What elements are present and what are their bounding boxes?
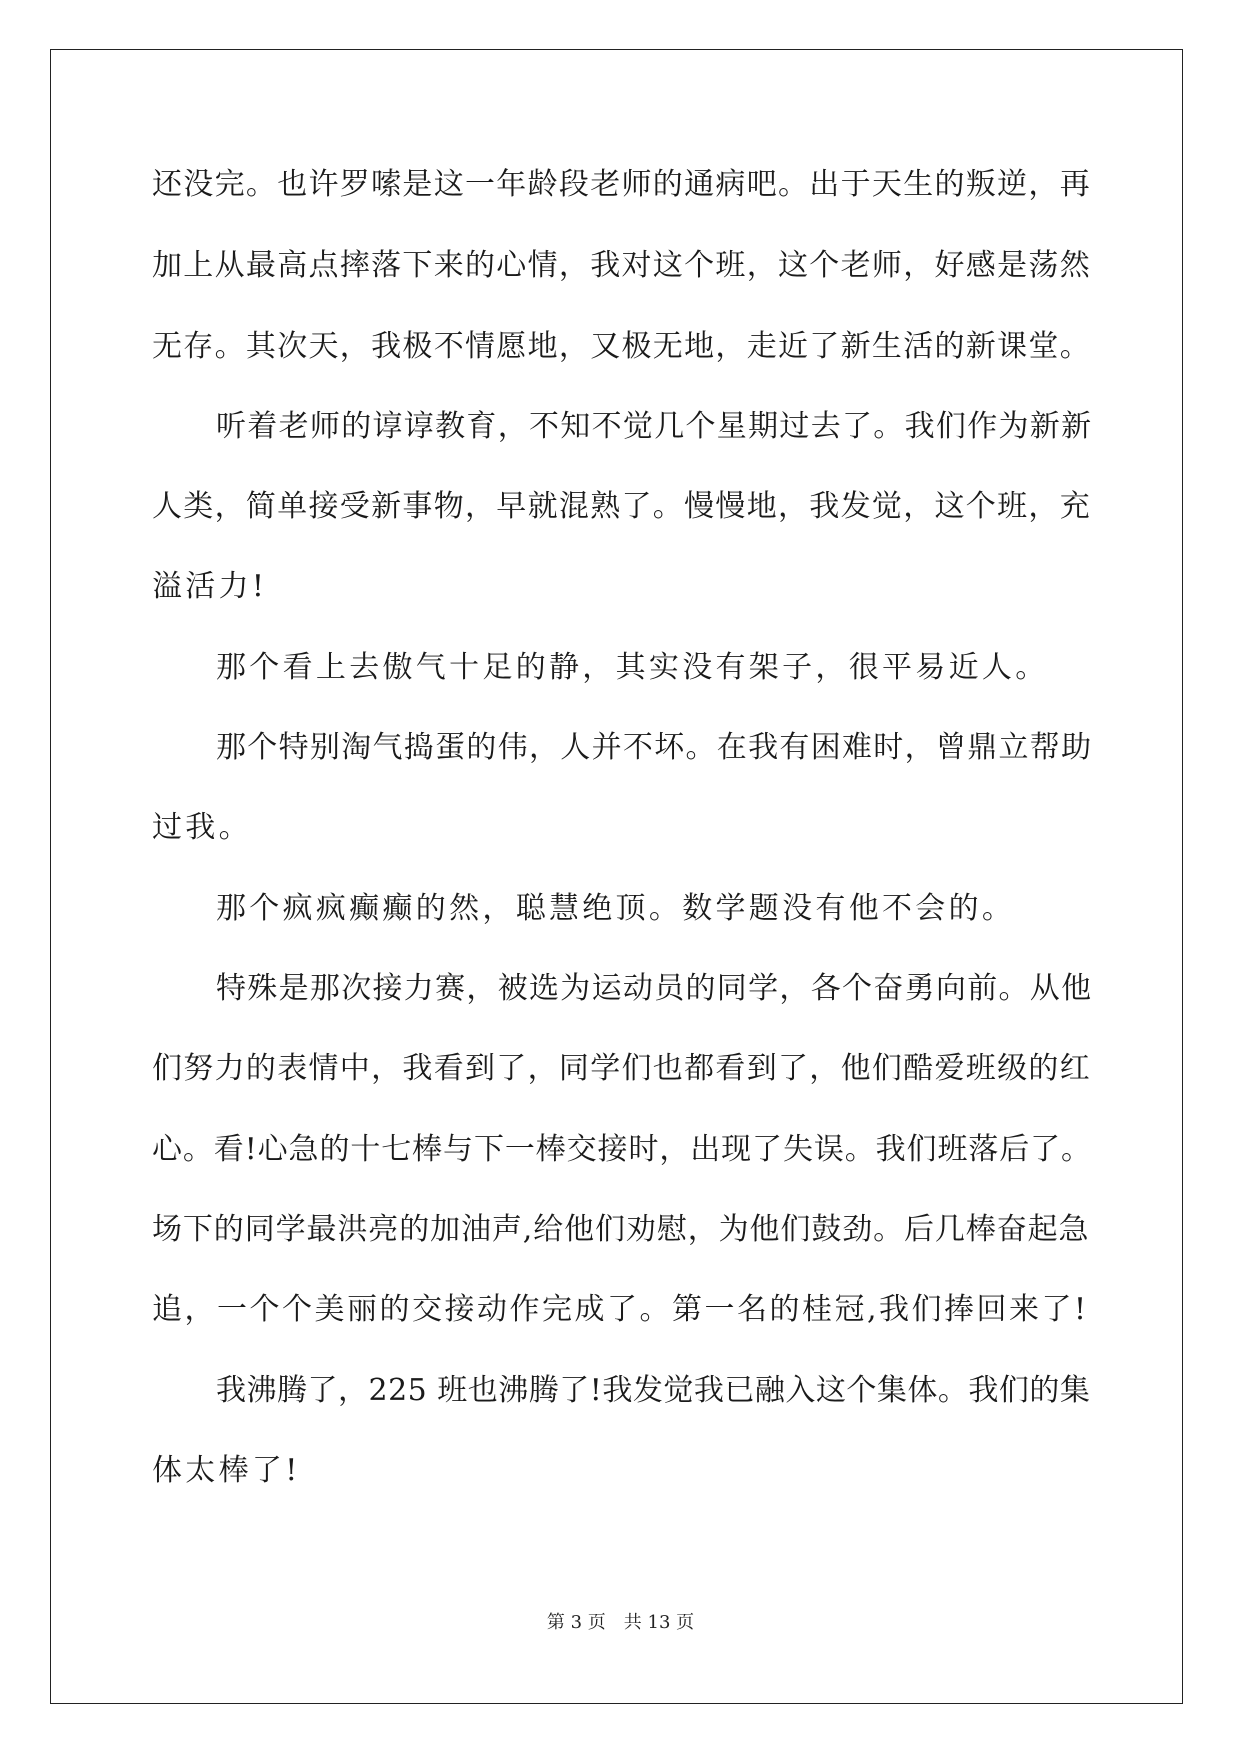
paragraph-start-line: 那个疯疯癫癫的然，聪慧绝顶。数学题没有他不会的。 (216, 891, 1016, 926)
paragraph-start-line: 听着老师的谆谆教育，不知不觉几个星期过去了。我们作为新新 (216, 409, 1093, 444)
text-line: 还没完。也许罗嗦是这一年龄段老师的通病吧。出于天生的叛逆，再 (152, 167, 1091, 202)
paragraph-start-line: 那个特别淘气捣蛋的伟，人并不坏。在我有困难时，曾鼎立帮助 (216, 730, 1093, 765)
text-line: 追，一个个美丽的交接动作完成了。第一名的桂冠,我们捧回来了! (152, 1292, 1089, 1327)
text-line: 过我。 (152, 810, 252, 845)
paragraph-start-line: 那个看上去傲气十足的静，其实没有架子，很平易近人。 (216, 650, 1049, 685)
text-line: 溢活力! (152, 569, 268, 604)
text-line: 场下的同学最洪亮的加油声,给他们劝慰，为他们鼓劲。后几棒奋起急 (152, 1212, 1090, 1247)
text-line: 人类，简单接受新事物，早就混熟了。慢慢地，我发觉，这个班，充 (152, 489, 1091, 524)
text-line: 体太棒了! (152, 1453, 301, 1488)
page-footer (0, 1611, 1241, 1635)
text-line: 心。看!心急的十七棒与下一棒交接时，出现了失误。我们班落后了。 (152, 1132, 1092, 1167)
paragraph-start-line: 特殊是那次接力赛，被选为运动员的同学，各个奋勇向前。从他 (216, 971, 1093, 1006)
text-line: 加上从最高点摔落下来的心情，我对这个班，这个老师，好感是荡然 (152, 248, 1091, 283)
page-number: 第 3 页 (546, 1612, 606, 1633)
page-total: 共 13 页 (623, 1612, 695, 1633)
text-line: 们努力的表情中，我看到了，同学们也都看到了，他们酷爱班级的红 (152, 1051, 1091, 1086)
paragraph-start-line: 我沸腾了，225 班也沸腾了!我发觉我已融入这个集体。我们的集 (216, 1373, 1091, 1408)
text-line: 无存。其次天，我极不情愿地，又极无地，走近了新生活的新课堂。 (152, 329, 1091, 364)
